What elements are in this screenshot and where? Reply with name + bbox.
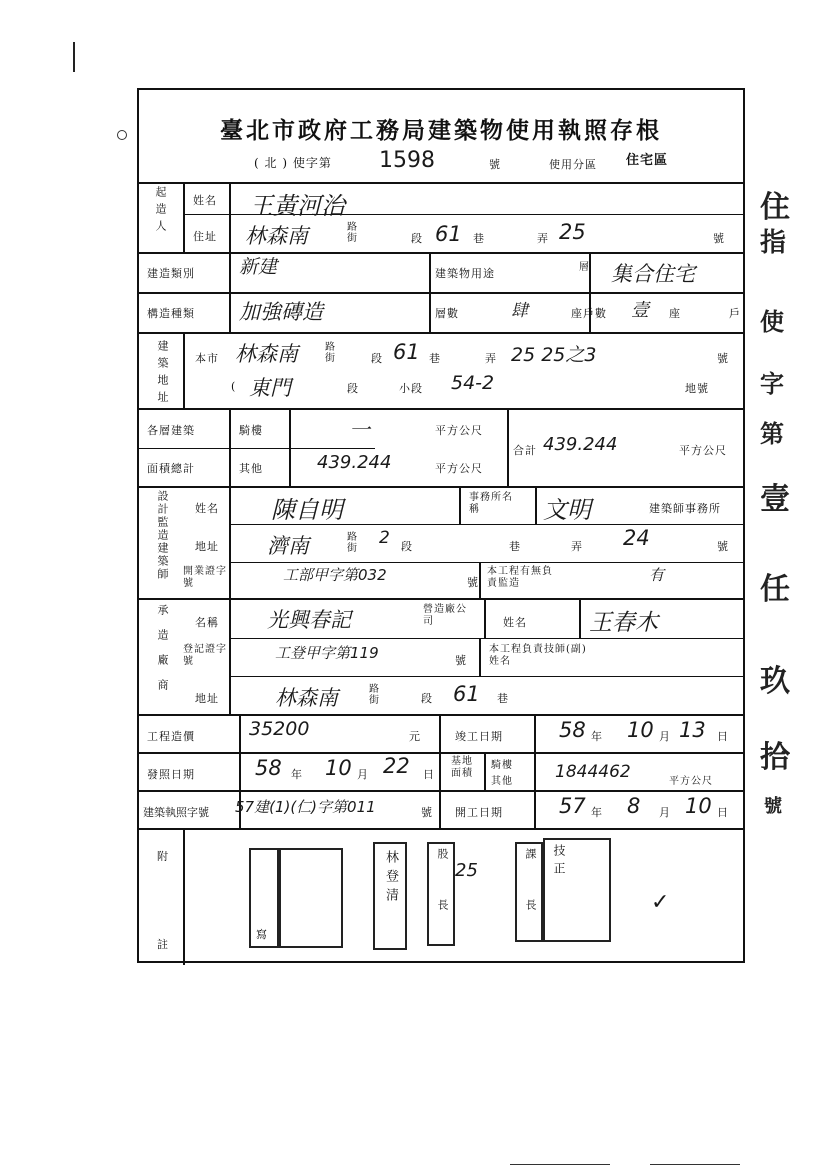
build-use-label: 建築物用途 [435,267,495,280]
site-alley-label: 弄 [485,352,497,365]
other-value: 439.244 [317,452,392,473]
stamp-box-1: 寫 [249,848,279,948]
applicant-lane-label: 巷 [473,232,485,245]
site-section-value: 61 [393,340,420,364]
contractor-name-label: 名稱 [195,616,219,629]
permit-line: ( 北 ) 使字第 [254,156,332,170]
cost-label: 工程造價 [147,730,195,743]
issue-year-label: 年 [291,768,303,781]
edge-char-9: 拾 [760,740,790,775]
applicant-address-value: 林森南 [245,224,308,248]
designer-address-value: 濟南 [267,534,309,558]
edge-char-7: 任 [760,572,790,607]
applicant-section-value: 61 [435,222,462,246]
start-label: 開工日期 [455,806,503,819]
total-value: 439.244 [543,434,618,455]
permit-number: 1598 [379,148,435,173]
license-label: 建築執照字號 [143,806,209,819]
edge-char-10: 號 [764,796,782,817]
site-lane-label: 巷 [429,352,441,365]
site-district-value: 東門 [249,376,291,400]
contractor-reg-suffix: 號 [455,654,467,667]
form-title: 臺北市政府工務局建築物使用執照存根 [220,117,662,144]
footer-line [510,1164,610,1165]
contractor-tech-label: 本工程負責技師(副)姓名 [489,644,587,667]
permit-suffix: 號 [489,158,501,171]
designer-firm-value: 文明 [543,496,591,524]
start-month: 8 [627,794,641,818]
issue-month: 10 [325,756,352,780]
remarks-label-bottom: 註 [157,938,169,951]
applicant-alley-value: 25 [559,220,586,244]
site-city-label: 本市 [195,352,219,365]
designer-lane-label: 巷 [509,540,521,553]
arcade-unit: 平方公尺 [435,424,483,437]
households-label: 座戶數 [571,307,607,320]
designer-license-suffix: 號 [467,576,479,589]
area-row2-label: 面積總計 [147,462,195,475]
designer-firm-suffix: 建築師事務所 [649,502,721,515]
designer-section-unit: 段 [401,540,413,553]
stamp-box-6: 技正 [543,838,611,942]
contractor-section-value: 61 [453,682,480,706]
total-unit: 平方公尺 [679,444,727,457]
designer-supervise-value: 有 [649,566,665,584]
applicant-road-label: 路街 [347,222,358,244]
contractor-section-unit: 段 [421,692,433,705]
structure-value: 加強磚造 [239,300,323,324]
issue-arcade-label: 騎樓 [491,760,513,771]
site-small-section-label: 小段 [399,382,423,395]
contractor-reg-value: 工登甲字第119 [275,644,379,662]
check-mark: ✓ [651,890,670,915]
site-road-label: 路街 [325,342,336,364]
designer-road-label: 路街 [347,532,358,554]
contractor-section-label: 承造廠商 [156,604,169,704]
designer-name-value: 陳自明 [271,496,343,524]
applicant-address-label: 住址 [193,230,217,243]
seat-label: 座 [669,307,681,320]
site-alley-value: 25 25之3 [511,344,597,366]
punch-hole-mark [117,130,127,140]
edge-char-5: 第 [760,419,784,448]
contractor-person-label: 姓名 [503,616,527,629]
site-lot-value: 54-2 [451,372,495,394]
issue-day-label: 日 [423,768,435,781]
complete-day-label: 日 [717,730,729,743]
designer-supervise-label: 本工程有無負責監造 [487,566,553,589]
base-area-value: 1844462 [555,762,631,782]
site-number-label: 號 [717,352,729,365]
start-year-label: 年 [591,806,603,819]
contractor-company-label: 營造廠公司 [423,604,467,627]
edge-char-4: 字 [760,369,784,398]
contractor-address-value: 林森南 [275,686,338,710]
issue-month-label: 月 [357,768,369,781]
base-area-label: 基地面積 [451,756,473,779]
start-day-label: 日 [717,806,729,819]
designer-license-value: 工部甲字第032 [283,566,387,584]
complete-month: 10 [627,718,654,742]
designer-address-label: 地址 [195,540,219,553]
complete-month-label: 月 [659,730,671,743]
base-area-unit: 平方公尺 [669,776,713,787]
contractor-address-label: 地址 [195,692,219,705]
applicant-section-unit: 段 [411,232,423,245]
cost-value: 35200 [249,718,310,740]
cost-currency: 元 [409,730,421,743]
issue-year: 58 [255,756,282,780]
designer-name-label: 姓名 [195,502,219,515]
site-district-section: 段 [347,382,359,395]
site-section-label: 建築地址 [156,340,169,408]
designer-firm-label: 事務所名稱 [469,492,513,515]
zone-value: 住宅區 [626,153,669,168]
arcade-value: 一 [349,418,370,442]
other-label: 其他 [239,462,263,475]
contractor-person-value: 王春木 [589,610,658,636]
contractor-road-label: 路街 [369,684,380,706]
issue-label: 發照日期 [147,768,195,781]
start-year: 57 [559,794,586,818]
applicant-name-label: 姓名 [193,194,217,207]
designer-alley-label: 弄 [571,540,583,553]
complete-year-label: 年 [591,730,603,743]
remarks-label-top: 附 [157,850,169,863]
site-paren: ( [231,380,237,393]
structure-label: 構造種類 [147,307,195,320]
stamp-box-3: 林登清 [373,842,407,950]
arcade-label: 騎樓 [239,424,263,437]
edge-char-6: 壹 [760,482,790,517]
license-value: 57建(1)(仁)字第011 [235,798,376,816]
build-type-label: 建造類別 [147,267,195,280]
build-floor-label: 層 [579,262,590,273]
area-row1-label: 各層建築 [147,424,195,437]
floors-value: 肆 [511,301,528,321]
designer-section-label: 設計監造建築師 [156,490,169,581]
build-type-value: 新建 [239,256,278,278]
footer-line-2 [650,1164,740,1165]
zone-label: 使用分區 [549,158,597,171]
designer-alley-value: 24 [623,526,650,550]
license-suffix: 號 [421,806,433,819]
edge-char-8: 玖 [760,664,790,699]
other-unit: 平方公尺 [435,462,483,475]
start-day: 10 [685,794,712,818]
adjacent-page-edge [754,182,794,842]
contractor-name-value: 光興春記 [267,608,351,632]
contractor-reg-label: 登記證字號 [183,644,227,667]
complete-day: 13 [679,718,706,742]
margin-mark [73,42,75,72]
signature-mark-1: 25 [455,860,478,881]
issue-day: 22 [383,754,410,778]
start-month-label: 月 [659,806,671,819]
household-unit: 戶 [729,307,741,320]
contractor-lane-label: 巷 [497,692,509,705]
stamp-box-2 [279,848,343,948]
edge-char-3: 使 [760,307,784,336]
floors-label: 層數 [435,307,459,320]
designer-license-label: 開業證字號 [183,566,227,589]
site-section-unit: 段 [371,352,383,365]
build-use-value: 集合住宅 [611,262,695,286]
permit-form [137,88,745,963]
households-value: 壹 [631,300,649,321]
designer-section-value: 2 [379,528,390,548]
applicant-name-value: 王黃河治 [249,192,345,220]
site-lot-label: 地號 [685,382,709,395]
applicant-section-label: 起造人 [154,186,167,237]
applicant-alley-label: 弄 [537,232,549,245]
issue-other-label: 其他 [491,776,513,787]
stamp-box-4: 股長 [427,842,455,946]
complete-year: 58 [559,718,586,742]
stamp-box-5: 課長 [515,842,543,942]
complete-label: 竣工日期 [455,730,503,743]
applicant-number-label: 號 [713,232,725,245]
edge-char-1: 住 [760,190,790,225]
total-label: 合計 [513,444,537,457]
designer-number-label: 號 [717,540,729,553]
site-road-value: 林森南 [235,342,298,366]
edge-char-2: 指 [760,228,787,258]
